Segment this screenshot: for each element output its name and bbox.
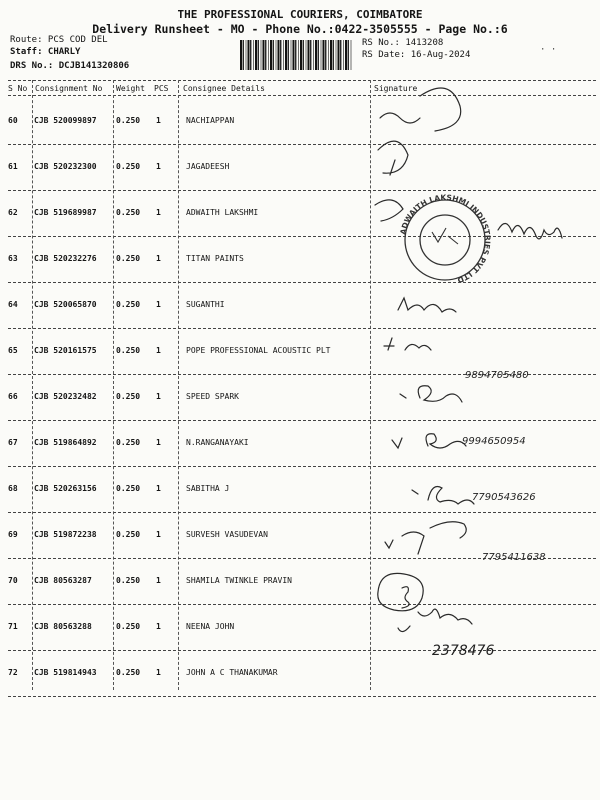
cell-weight: 0.250 (116, 300, 141, 309)
cell-consignment: CJB 520232300 (34, 162, 97, 171)
stamp-text: ADWAITH LAKSHMI INDUSTRIES PVT LTD (398, 192, 493, 285)
table-row (8, 283, 596, 329)
cell-pcs: 1 (156, 622, 161, 631)
cell-sno: 70 (8, 576, 18, 585)
col-consignment: Consignment No (35, 84, 103, 93)
cell-consignment: CJB 520161575 (34, 346, 97, 355)
cell-consignee: JOHN A C THANAKUMAR (186, 668, 278, 677)
cell-consignee: SURVESH VASUDEVAN (186, 530, 268, 539)
cell-weight: 0.250 (116, 392, 141, 401)
table-row (8, 191, 596, 237)
cell-weight: 0.250 (116, 346, 141, 355)
col-signature: Signature (374, 84, 418, 93)
cell-weight: 0.250 (116, 668, 141, 677)
cell-pcs: 1 (156, 392, 161, 401)
handwritten-number-69: 7795411638 (482, 552, 546, 563)
table-row (8, 559, 596, 605)
cell-consignment: CJB 519689987 (34, 208, 97, 217)
cell-sno: 71 (8, 622, 18, 631)
table-row (8, 421, 596, 467)
row-divider (8, 696, 596, 697)
cell-consignee: JAGADEESH (186, 162, 230, 171)
cell-weight: 0.250 (116, 208, 141, 217)
cell-weight: 0.250 (116, 530, 141, 539)
cell-pcs: 1 (156, 484, 161, 493)
cell-pcs: 1 (156, 116, 161, 125)
barcode-image (240, 40, 354, 70)
rs-date: RS Date: 16-Aug-2024 (362, 50, 471, 60)
cell-pcs: 1 (156, 346, 161, 355)
cell-consignee: ADWAITH LAKSHMI (186, 208, 259, 217)
table-row (8, 375, 596, 421)
cell-pcs: 1 (156, 530, 161, 539)
col-pcs: PCS (154, 84, 169, 93)
table-row (8, 513, 596, 559)
cell-pcs: 1 (156, 668, 161, 677)
cell-weight: 0.250 (116, 162, 141, 171)
cell-pcs: 1 (156, 208, 161, 217)
cell-sno: 65 (8, 346, 18, 355)
cell-sno: 72 (8, 668, 18, 677)
scan-speckles: · · (540, 45, 557, 55)
cell-sno: 61 (8, 162, 18, 171)
cell-sno: 62 (8, 208, 18, 217)
col-sno: S No (8, 84, 28, 93)
table-row (8, 99, 596, 145)
table-row (8, 651, 596, 697)
table-header-rule (8, 95, 596, 96)
table-row (8, 605, 596, 651)
cell-consignee: SUGANTHI (186, 300, 225, 309)
cell-consignee: N.RANGANAYAKI (186, 438, 249, 447)
rs-number: RS No.: 1413208 (362, 38, 444, 48)
staff-label: Staff: CHARLY (10, 47, 81, 57)
cell-weight: 0.250 (116, 484, 141, 493)
table-row (8, 145, 596, 191)
cell-weight: 0.250 (116, 576, 141, 585)
cell-sno: 64 (8, 300, 18, 309)
cell-weight: 0.250 (116, 254, 141, 263)
cell-consignment: CJB 520232482 (34, 392, 97, 401)
table-row (8, 237, 596, 283)
col-consignee: Consignee Details (183, 84, 265, 93)
cell-weight: 0.250 (116, 622, 141, 631)
cell-consignment: CJB 519814943 (34, 668, 97, 677)
cell-consignee: SABITHA J (186, 484, 230, 493)
col-weight: Weight (116, 84, 145, 93)
cell-sno: 69 (8, 530, 18, 539)
cell-consignee: NACHIAPPAN (186, 116, 235, 125)
cell-consignee: SHAMILA TWINKLE PRAVIN (186, 576, 292, 585)
cell-consignee: POPE PROFESSIONAL ACOUSTIC PLT (186, 346, 331, 355)
cell-pcs: 1 (156, 254, 161, 263)
cell-weight: 0.250 (116, 438, 141, 447)
handwritten-number-67: 9994650954 (462, 436, 526, 447)
cell-consignee: TITAN PAINTS (186, 254, 244, 263)
company-title: THE PROFESSIONAL COURIERS, COIMBATORE (177, 8, 423, 21)
cell-pcs: 1 (156, 300, 161, 309)
cell-sno: 68 (8, 484, 18, 493)
handwritten-number-71: 2378476 (432, 643, 495, 659)
table-row (8, 329, 596, 375)
runsheet-subtitle: Delivery Runsheet - MO - Phone No.:0422-3505555 - Page No.:6 (92, 22, 508, 36)
cell-weight: 0.250 (116, 116, 141, 125)
cell-pcs: 1 (156, 162, 161, 171)
cell-consignment: CJB 519872238 (34, 530, 97, 539)
cell-pcs: 1 (156, 438, 161, 447)
handwritten-number-68: 7790543626 (472, 492, 536, 503)
cell-consignment: CJB 520065870 (34, 300, 97, 309)
drs-number: DRS No.: DCJB141320806 (10, 61, 130, 71)
handwritten-number-66: 9894705480 (465, 370, 529, 381)
cell-sno: 63 (8, 254, 18, 263)
table-row (8, 467, 596, 513)
cell-sno: 67 (8, 438, 18, 447)
cell-consignee: SPEED SPARK (186, 392, 239, 401)
cell-consignment: CJB 520263156 (34, 484, 97, 493)
route-label: Route: PCS COD DEL (10, 35, 108, 45)
cell-consignment: CJB 80563287 (34, 576, 92, 585)
cell-consignment: CJB 80563288 (34, 622, 92, 631)
cell-sno: 66 (8, 392, 18, 401)
cell-consignee: NEENA JOHN (186, 622, 235, 631)
cell-consignment: CJB 520232276 (34, 254, 97, 263)
cell-pcs: 1 (156, 576, 161, 585)
cell-consignment: CJB 520099897 (34, 116, 97, 125)
cell-sno: 60 (8, 116, 18, 125)
cell-consignment: CJB 519864892 (34, 438, 97, 447)
